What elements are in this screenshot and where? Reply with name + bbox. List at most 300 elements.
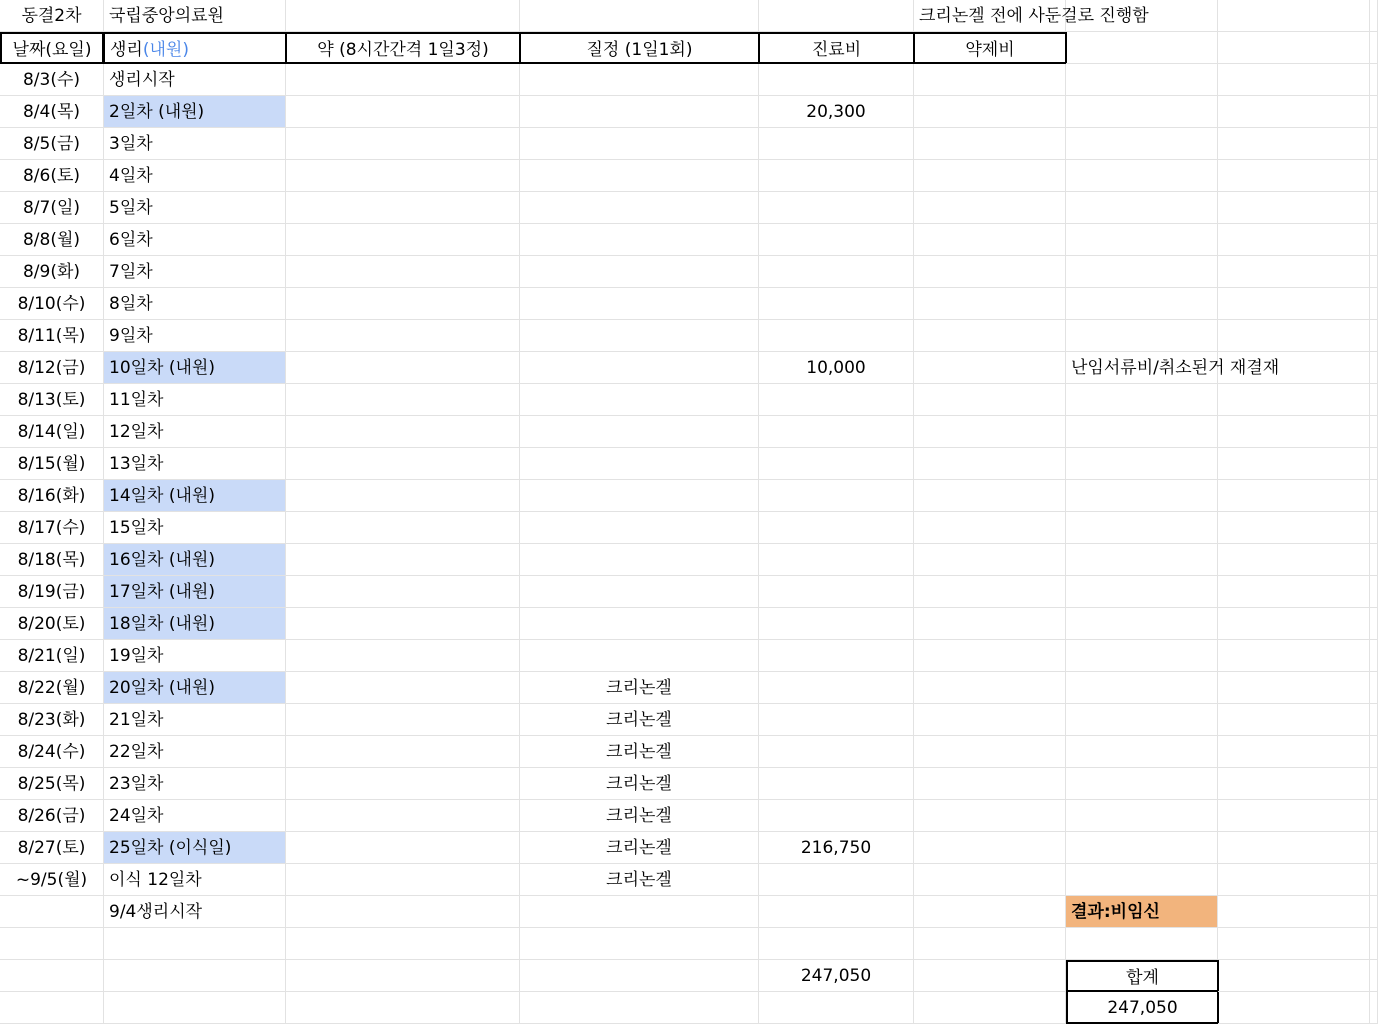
cell-suppository[interactable] [520, 480, 759, 512]
cell[interactable] [914, 992, 1066, 1024]
cell-medicine[interactable] [286, 64, 520, 96]
cell-cycle[interactable]: 16일차 (내원) [104, 544, 286, 576]
cell-note[interactable]: 난임서류비/취소된거 재결재 [1066, 352, 1218, 384]
header-date[interactable]: 날짜(요일) [0, 32, 104, 64]
cell[interactable] [1218, 608, 1370, 640]
cell-suppository[interactable] [520, 96, 759, 128]
cell-clinic-fee[interactable] [759, 64, 914, 96]
cell[interactable] [1218, 640, 1370, 672]
cell-medicine[interactable] [286, 96, 520, 128]
cell[interactable] [1370, 832, 1378, 864]
cell[interactable] [104, 928, 286, 960]
cell-date[interactable]: 8/24(수) [0, 736, 104, 768]
cell-clinic-fee[interactable] [759, 704, 914, 736]
cell[interactable] [1370, 768, 1378, 800]
cell-medicine[interactable] [286, 416, 520, 448]
cell-suppository[interactable] [520, 544, 759, 576]
cell-suppository[interactable] [520, 352, 759, 384]
cell-date[interactable]: 8/18(목) [0, 544, 104, 576]
cell[interactable] [1370, 384, 1378, 416]
cell-pharmacy-fee[interactable] [914, 192, 1066, 224]
cell-pharmacy-fee[interactable] [914, 416, 1066, 448]
cell[interactable] [1370, 0, 1378, 32]
cell-clinic-fee[interactable] [759, 224, 914, 256]
cell-medicine[interactable] [286, 768, 520, 800]
cell[interactable] [1370, 800, 1378, 832]
table-row [0, 384, 1378, 416]
cell[interactable] [104, 992, 286, 1024]
cell-note[interactable] [1066, 96, 1218, 128]
cell-cycle[interactable]: 8일차 [104, 288, 286, 320]
cell-date[interactable]: 8/10(수) [0, 288, 104, 320]
cell-cycle[interactable]: 25일차 (이식일) [104, 832, 286, 864]
cell-note[interactable] [1066, 480, 1218, 512]
cell-pharmacy-fee[interactable] [914, 448, 1066, 480]
cell-suppository[interactable] [520, 288, 759, 320]
cell-clinic-fee[interactable] [759, 576, 914, 608]
cell-medicine[interactable] [286, 480, 520, 512]
cell-date[interactable]: 8/7(일) [0, 192, 104, 224]
table-row [0, 608, 1378, 640]
cell-cycle[interactable]: 9/4생리시작 [104, 896, 286, 928]
cell[interactable] [759, 928, 914, 960]
cell[interactable] [1370, 64, 1378, 96]
cell-cycle[interactable]: 18일차 (내원) [104, 608, 286, 640]
cell-suppository[interactable] [520, 256, 759, 288]
header-medicine[interactable]: 약 (8시간간격 1일3정) [285, 32, 521, 64]
cell[interactable] [1218, 192, 1370, 224]
cell-pharmacy-fee[interactable] [914, 832, 1066, 864]
cell-cycle[interactable]: 12일차 [104, 416, 286, 448]
cell-date[interactable]: 8/12(금) [0, 352, 104, 384]
cell-pharmacy-fee[interactable] [914, 768, 1066, 800]
cell-cycle[interactable]: 생리시작 [104, 64, 286, 96]
sheet-row [0, 0, 1378, 32]
cell-note[interactable] [1066, 512, 1218, 544]
cell-note[interactable] [1066, 192, 1218, 224]
cell-cycle[interactable]: 5일차 [104, 192, 286, 224]
cell-date[interactable]: 8/16(화) [0, 480, 104, 512]
cell-clinic-fee[interactable] [759, 544, 914, 576]
cell-hospital[interactable]: 국립중앙의료원 [104, 0, 286, 32]
cell-date[interactable]: 8/26(금) [0, 800, 104, 832]
cell-cycle[interactable]: 15일차 [104, 512, 286, 544]
cell[interactable] [520, 896, 759, 928]
cell-medicine[interactable] [286, 320, 520, 352]
cell[interactable] [286, 0, 520, 32]
cell-date[interactable]: 8/13(토) [0, 384, 104, 416]
cell[interactable] [1218, 32, 1370, 64]
cell[interactable] [1370, 864, 1378, 896]
cell-date[interactable]: 8/22(월) [0, 672, 104, 704]
cell[interactable] [1218, 384, 1370, 416]
cell[interactable] [1370, 896, 1378, 928]
cell-clinic-fee[interactable] [759, 384, 914, 416]
cell-date[interactable]: 8/21(일) [0, 640, 104, 672]
cell-cycle[interactable]: 10일차 (내원) [104, 352, 286, 384]
cell-pharmacy-fee[interactable] [914, 704, 1066, 736]
cell-cycle[interactable]: 22일차 [104, 736, 286, 768]
cell[interactable] [1370, 352, 1378, 384]
cell-suppository[interactable] [520, 608, 759, 640]
cell-note[interactable] [1066, 640, 1218, 672]
table-row [0, 672, 1378, 704]
cell[interactable] [286, 896, 520, 928]
cell-suppository[interactable] [520, 448, 759, 480]
cell-sum-label[interactable]: 합계 [1066, 960, 1219, 992]
header-row [0, 32, 1378, 64]
cell-clinic-fee[interactable] [759, 448, 914, 480]
cell-suppository[interactable]: 크리논겔 [520, 768, 759, 800]
cell-pharmacy-fee[interactable] [914, 288, 1066, 320]
table-row [0, 128, 1378, 160]
header-clinic-fee[interactable]: 진료비 [758, 32, 915, 64]
cell-cycle[interactable]: 14일차 (내원) [104, 480, 286, 512]
cell-suppository[interactable] [520, 192, 759, 224]
cell[interactable] [1218, 448, 1370, 480]
cell-medicine[interactable] [286, 704, 520, 736]
cell[interactable] [1218, 864, 1370, 896]
cell-date[interactable]: 8/4(목) [0, 96, 104, 128]
cell[interactable] [1370, 608, 1378, 640]
header-pharmacy-fee[interactable]: 약제비 [913, 32, 1067, 64]
cell[interactable] [520, 928, 759, 960]
cell-cycle[interactable]: 20일차 (내원) [104, 672, 286, 704]
cell-pharmacy-fee[interactable] [914, 384, 1066, 416]
cell[interactable] [1218, 416, 1370, 448]
cell-sum-value[interactable]: 247,050 [1066, 992, 1219, 1024]
cell-fee-total[interactable]: 247,050 [759, 960, 914, 992]
cell-date[interactable]: 8/23(화) [0, 704, 104, 736]
cell[interactable] [1218, 928, 1370, 960]
cell-date[interactable]: 8/20(토) [0, 608, 104, 640]
cell-clinic-fee[interactable] [759, 416, 914, 448]
cell-date[interactable]: 8/8(월) [0, 224, 104, 256]
cell-clinic-fee[interactable] [759, 608, 914, 640]
cell[interactable] [1218, 736, 1370, 768]
sheet-row [0, 896, 1378, 928]
cell-suppository[interactable] [520, 416, 759, 448]
cell-note[interactable] [1066, 128, 1218, 160]
cell[interactable] [1218, 672, 1370, 704]
cell-suppository[interactable]: 크리논겔 [520, 832, 759, 864]
cell-suppository[interactable]: 크리논겔 [520, 864, 759, 896]
cell-medicine[interactable] [286, 672, 520, 704]
table-row [0, 320, 1378, 352]
cell-medicine[interactable] [286, 640, 520, 672]
cell-cycle[interactable]: 19일차 [104, 640, 286, 672]
cell-note[interactable] [1066, 736, 1218, 768]
cell[interactable] [1370, 416, 1378, 448]
cell[interactable] [1370, 128, 1378, 160]
cell-note[interactable] [1066, 288, 1218, 320]
cell-note[interactable] [1066, 320, 1218, 352]
cell-suppository[interactable] [520, 64, 759, 96]
cell-medicine[interactable] [286, 352, 520, 384]
cell-note[interactable] [1066, 544, 1218, 576]
cell-note[interactable] [1066, 576, 1218, 608]
cell-cycle[interactable]: 13일차 [104, 448, 286, 480]
cell-pharmacy-fee[interactable] [914, 736, 1066, 768]
cell-note[interactable] [1066, 864, 1218, 896]
cell-clinic-fee[interactable] [759, 640, 914, 672]
cell-pharmacy-fee[interactable] [914, 480, 1066, 512]
cell-suppository[interactable] [520, 128, 759, 160]
cell-note[interactable] [1066, 448, 1218, 480]
cell[interactable] [520, 960, 759, 992]
cell-cycle[interactable]: 11일차 [104, 384, 286, 416]
cell-cycle[interactable]: 4일차 [104, 160, 286, 192]
cell[interactable] [1370, 160, 1378, 192]
cell[interactable] [286, 928, 520, 960]
cell[interactable] [286, 992, 520, 1024]
cell-clinic-fee[interactable] [759, 480, 914, 512]
cell-suppository[interactable] [520, 512, 759, 544]
cell[interactable] [1218, 160, 1370, 192]
cell[interactable] [1218, 800, 1370, 832]
cell-pharmacy-fee[interactable] [914, 320, 1066, 352]
cell-suppository[interactable] [520, 576, 759, 608]
cell-pharmacy-fee[interactable] [914, 864, 1066, 896]
cell[interactable] [520, 0, 759, 32]
cell[interactable] [1066, 928, 1218, 960]
table-row [0, 576, 1378, 608]
cell-medicine[interactable] [286, 192, 520, 224]
cell-pharmacy-fee[interactable] [914, 640, 1066, 672]
cell[interactable] [1218, 992, 1370, 1024]
cell[interactable] [1370, 640, 1378, 672]
cell-medicine[interactable] [286, 832, 520, 864]
cell-date[interactable]: 8/9(화) [0, 256, 104, 288]
cell-date[interactable]: 8/27(토) [0, 832, 104, 864]
cell[interactable] [1370, 320, 1378, 352]
cell[interactable] [0, 928, 104, 960]
cell-date[interactable]: 8/15(월) [0, 448, 104, 480]
cell-note[interactable] [1066, 832, 1218, 864]
cell-clinic-fee[interactable]: 216,750 [759, 832, 914, 864]
cell[interactable] [1218, 0, 1370, 32]
cell-suppository[interactable]: 크리논겔 [520, 800, 759, 832]
cell-date[interactable]: 8/17(수) [0, 512, 104, 544]
cell-pharmacy-fee[interactable] [914, 64, 1066, 96]
cell-medicine[interactable] [286, 544, 520, 576]
cell-suppository[interactable] [520, 320, 759, 352]
cell-date[interactable]: 8/19(금) [0, 576, 104, 608]
cell[interactable] [1218, 768, 1370, 800]
cell-date[interactable]: 8/3(수) [0, 64, 104, 96]
cell[interactable] [104, 960, 286, 992]
cell-medicine[interactable] [286, 800, 520, 832]
cell-cycle[interactable]: 23일차 [104, 768, 286, 800]
cell[interactable] [1218, 896, 1370, 928]
cell-date[interactable]: ~9/5(월) [0, 864, 104, 896]
cell-clinic-fee[interactable] [759, 864, 914, 896]
cell[interactable] [759, 992, 914, 1024]
cell[interactable] [1218, 960, 1370, 992]
cell-pharmacy-fee[interactable] [914, 800, 1066, 832]
cell-suppository[interactable]: 크리논겔 [520, 672, 759, 704]
cell-date[interactable]: 8/6(토) [0, 160, 104, 192]
cell[interactable] [1370, 256, 1378, 288]
cell[interactable] [1218, 96, 1370, 128]
cell-cycle[interactable]: 이식 12일차 [104, 864, 286, 896]
cell[interactable] [1218, 128, 1370, 160]
cell-pharmacy-fee[interactable] [914, 128, 1066, 160]
cell[interactable] [1218, 288, 1370, 320]
cell[interactable] [1218, 64, 1370, 96]
cell[interactable] [286, 960, 520, 992]
cell[interactable] [520, 992, 759, 1024]
cell-note[interactable] [1066, 416, 1218, 448]
cell-date[interactable]: 8/5(금) [0, 128, 104, 160]
cell-note[interactable] [1066, 768, 1218, 800]
cell[interactable] [1370, 224, 1378, 256]
cell-pharmacy-fee[interactable] [914, 96, 1066, 128]
cell-note[interactable] [1066, 256, 1218, 288]
cell[interactable] [1218, 544, 1370, 576]
cell-note[interactable] [1066, 64, 1218, 96]
cell-medicine[interactable] [286, 256, 520, 288]
cell[interactable] [1218, 480, 1370, 512]
cell-note[interactable] [1066, 224, 1218, 256]
cell[interactable] [1066, 32, 1218, 64]
cell-pharmacy-fee[interactable] [914, 160, 1066, 192]
cell-clinic-fee[interactable]: 20,300 [759, 96, 914, 128]
cell-clinic-fee[interactable] [759, 800, 914, 832]
cell-pharmacy-fee[interactable] [914, 512, 1066, 544]
cell-clinic-fee[interactable] [759, 192, 914, 224]
cell-note[interactable] [1066, 704, 1218, 736]
cell-suppository[interactable] [520, 384, 759, 416]
cell[interactable] [1370, 480, 1378, 512]
cell[interactable] [1218, 576, 1370, 608]
cell-suppository[interactable] [520, 224, 759, 256]
cell-pharmacy-fee[interactable] [914, 672, 1066, 704]
cell-cycle[interactable]: 21일차 [104, 704, 286, 736]
cell-cycle[interactable]: 6일차 [104, 224, 286, 256]
cell-cycle[interactable]: 17일차 (내원) [104, 576, 286, 608]
cell[interactable] [914, 960, 1066, 992]
cell[interactable] [1370, 96, 1378, 128]
cell-medicine[interactable] [286, 160, 520, 192]
cell[interactable] [1370, 448, 1378, 480]
cell-note[interactable] [1066, 384, 1218, 416]
cell-date[interactable]: 8/25(목) [0, 768, 104, 800]
cell-clinic-fee[interactable] [759, 160, 914, 192]
cell[interactable] [0, 960, 104, 992]
cell-medicine[interactable] [286, 576, 520, 608]
cell[interactable] [1370, 960, 1378, 992]
sheet-row [0, 960, 1378, 992]
header-cycle[interactable] [103, 32, 287, 64]
cell-note[interactable] [1066, 800, 1218, 832]
cell-clinic-fee[interactable] [759, 512, 914, 544]
cell-clinic-fee[interactable]: 10,000 [759, 352, 914, 384]
cell[interactable] [1370, 192, 1378, 224]
cell-pharmacy-fee[interactable] [914, 352, 1066, 384]
cell[interactable] [1370, 928, 1378, 960]
table-row [0, 352, 1378, 384]
cell-clinic-fee[interactable] [759, 288, 914, 320]
cell-medicine[interactable] [286, 288, 520, 320]
cell[interactable] [1370, 32, 1378, 64]
cell[interactable] [1370, 736, 1378, 768]
cell-medicine[interactable] [286, 128, 520, 160]
cell[interactable] [759, 0, 914, 32]
cell[interactable] [1370, 704, 1378, 736]
cell[interactable] [1370, 576, 1378, 608]
cell-medicine[interactable] [286, 512, 520, 544]
cell-clinic-fee[interactable] [759, 736, 914, 768]
cell-note-top[interactable]: 크리논겔 전에 사둔걸로 진행함 [914, 0, 1066, 32]
cell-clinic-fee[interactable] [759, 128, 914, 160]
cell[interactable] [1218, 704, 1370, 736]
cell-pharmacy-fee[interactable] [914, 256, 1066, 288]
cell-medicine[interactable] [286, 224, 520, 256]
cell-pharmacy-fee[interactable] [914, 576, 1066, 608]
table-row [0, 224, 1378, 256]
header-suppository[interactable]: 질정 (1일1회) [519, 32, 760, 64]
cell-clinic-fee[interactable] [759, 672, 914, 704]
cell-medicine[interactable] [286, 736, 520, 768]
header-cycle-label: 생리 [110, 40, 143, 60]
cell-cycle[interactable]: 7일차 [104, 256, 286, 288]
cell[interactable] [759, 896, 914, 928]
cell-medicine[interactable] [286, 864, 520, 896]
cell[interactable] [1370, 672, 1378, 704]
cell-medicine[interactable] [286, 448, 520, 480]
cell[interactable] [914, 896, 1066, 928]
cell-suppository[interactable]: 크리논겔 [520, 704, 759, 736]
cell[interactable] [1218, 224, 1370, 256]
cell[interactable] [1370, 544, 1378, 576]
cell-date[interactable]: 8/14(일) [0, 416, 104, 448]
cell-cycle[interactable]: 24일차 [104, 800, 286, 832]
cell-result[interactable]: 결과:비임신 [1066, 896, 1218, 928]
cell[interactable] [1218, 512, 1370, 544]
cell-clinic-fee[interactable] [759, 320, 914, 352]
cell-pharmacy-fee[interactable] [914, 224, 1066, 256]
cell-suppository[interactable] [520, 160, 759, 192]
cell-cycle[interactable]: 2일차 (내원) [104, 96, 286, 128]
cell-clinic-fee[interactable] [759, 768, 914, 800]
cell[interactable] [1370, 288, 1378, 320]
cell[interactable] [1218, 320, 1370, 352]
cell-note[interactable] [1066, 608, 1218, 640]
cell-medicine[interactable] [286, 608, 520, 640]
cell-round[interactable]: 동결2차 [0, 0, 104, 32]
cell-suppository[interactable]: 크리논겔 [520, 736, 759, 768]
cell[interactable] [1370, 992, 1378, 1024]
cell-note[interactable] [1066, 160, 1218, 192]
cell-clinic-fee[interactable] [759, 256, 914, 288]
cell[interactable] [914, 928, 1066, 960]
cell[interactable] [1218, 832, 1370, 864]
cell[interactable] [1370, 512, 1378, 544]
cell-cycle[interactable]: 3일차 [104, 128, 286, 160]
cell-pharmacy-fee[interactable] [914, 608, 1066, 640]
cell-suppository[interactable] [520, 640, 759, 672]
cell-cycle[interactable]: 9일차 [104, 320, 286, 352]
cell[interactable] [1218, 256, 1370, 288]
cell[interactable] [0, 896, 104, 928]
cell-medicine[interactable] [286, 384, 520, 416]
cell-pharmacy-fee[interactable] [914, 544, 1066, 576]
table-row [0, 256, 1378, 288]
cell-date[interactable]: 8/11(목) [0, 320, 104, 352]
cell-note[interactable] [1066, 672, 1218, 704]
cell[interactable] [0, 992, 104, 1024]
